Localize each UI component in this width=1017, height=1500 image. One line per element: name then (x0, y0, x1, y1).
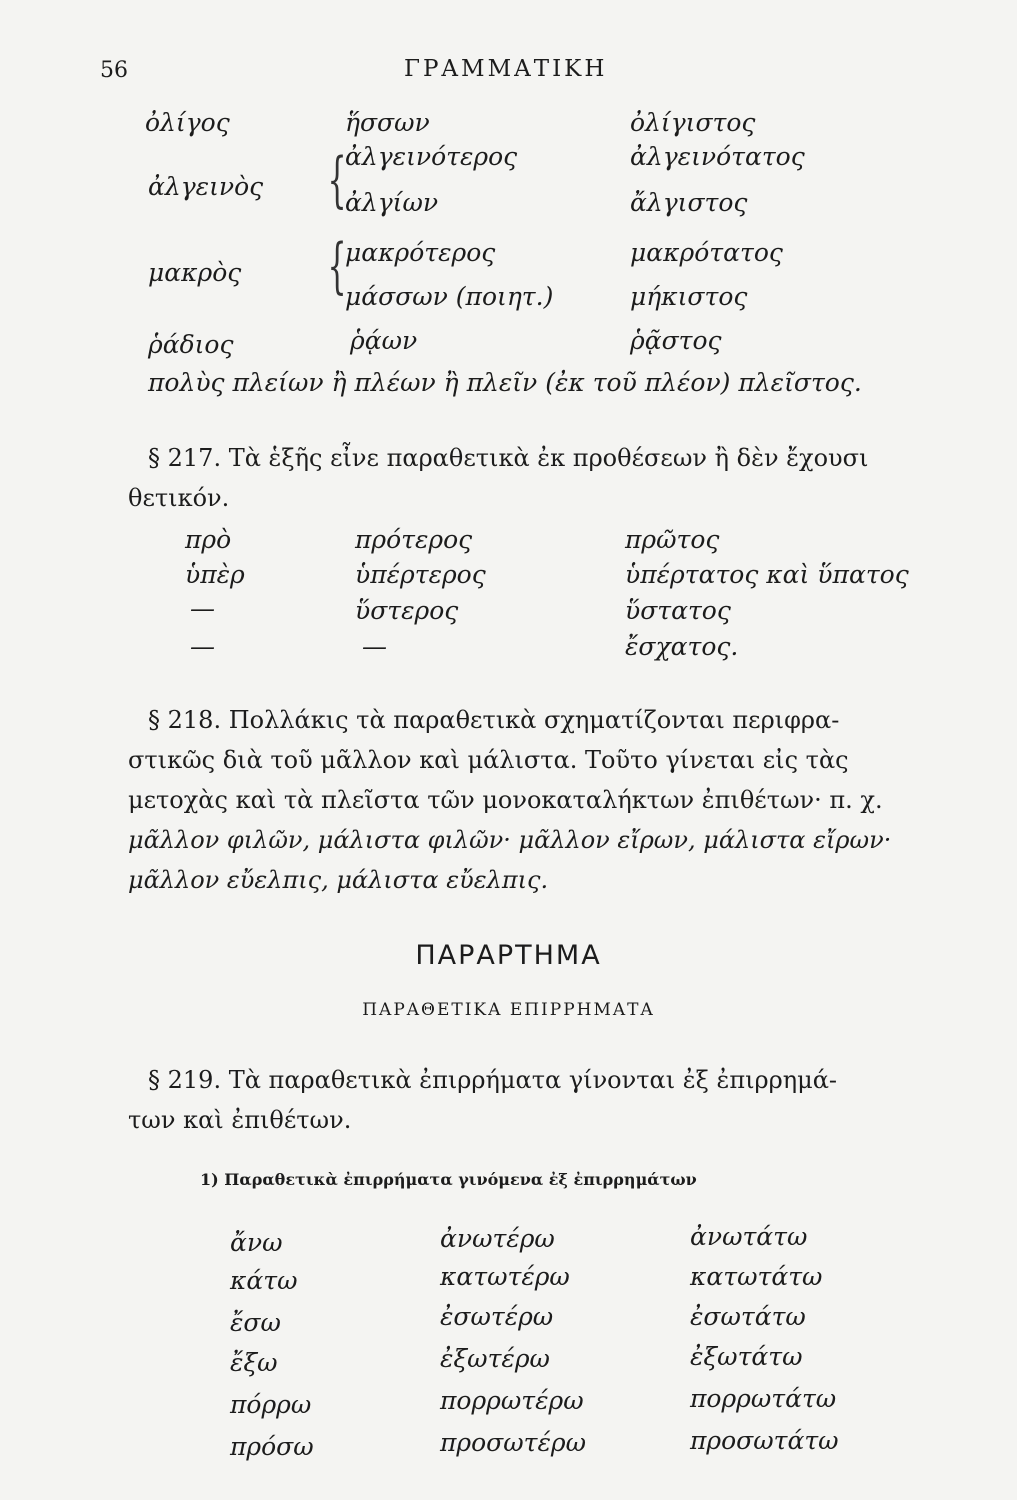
table2-row-4-superlative: ἔσχατος. (625, 632, 739, 661)
table1-row-2-positive: ἀλγεινὸς (148, 172, 264, 201)
table3-row-6-comparative: προσωτέρω (440, 1428, 586, 1457)
brace-bracket: { (327, 231, 347, 301)
table1-row-2-superlative: ἀλγεινότατος (630, 142, 805, 171)
table1-row-4-positive: μακρὸς (148, 258, 242, 287)
table3-row-1-comparative: ἀνωτέρω (440, 1224, 555, 1253)
table2-row-4-positive-dash: — (190, 632, 215, 661)
paragraph-218-line-2: στικῶς διὰ τοῦ μᾶλλον καὶ μάλιστα. Τοῦτο γίνεται εἰς τὰς (128, 746, 849, 774)
table3-row-6-positive: πρόσω (230, 1432, 314, 1461)
table3-row-2-superlative: κατωτάτω (690, 1262, 823, 1291)
table3-row-1-superlative: ἀνωτάτω (690, 1222, 808, 1251)
table1-row-3-comparative: ἀλγίων (345, 188, 439, 217)
table1-row-2-comparative: ἀλγεινότερος (345, 142, 518, 171)
table1-row-5-superlative: μήκιστος (630, 282, 748, 311)
table2-row-2-positive: ὑπὲρ (185, 560, 245, 589)
table3-row-2-comparative: κατωτέρω (440, 1262, 570, 1291)
table2-row-1-positive: πρὸ (185, 525, 232, 554)
table3-row-3-superlative: ἐσωτάτω (690, 1302, 806, 1331)
table2-row-2-superlative: ὑπέρτατος καὶ ὕπατος (625, 560, 909, 589)
paragraph-218-line-3: μετοχὰς καὶ τὰ πλεῖστα τῶν μονοκαταλήκτων ἐπιθέτων· π. χ. (128, 786, 883, 814)
table3-row-1-positive: ἄνω (230, 1228, 283, 1257)
page-number: 56 (100, 58, 128, 83)
table1-row-4-comparative: μακρότερος (345, 238, 496, 267)
table3-row-5-comparative: πορρωτέρω (440, 1386, 584, 1415)
table1-row-6-comparative: ῥᾴων (350, 326, 418, 355)
paragraph-219-line-1: § 219. Τὰ παραθετικὰ ἐπιρρήματα γίνονται ἐξ ἐπιρρημά- (148, 1066, 838, 1094)
paragraph-217-line-1: § 217. Τὰ ἑξῆς εἶνε παραθετικὰ ἐκ προθέσεων ἢ δὲν ἔχουσι (148, 444, 869, 472)
table1-row-1-positive: ὀλίγος (145, 108, 230, 137)
table3-row-4-positive: ἔξω (230, 1348, 278, 1377)
paragraph-217 (128, 438, 908, 518)
appendix-title: ΠΑΡΑΡΤΗΜΑ (415, 940, 602, 971)
table1-row-5-comparative: μάσσων (ποιητ.) (345, 282, 554, 311)
table2-row-3-superlative: ὕστατος (625, 596, 731, 625)
table3-row-6-superlative: προσωτάτω (690, 1426, 839, 1455)
table3-row-3-positive: ἔσω (230, 1308, 281, 1337)
table2-row-3-positive-dash: — (190, 594, 215, 623)
appendix-subtitle: ΠΑΡΑΘΕΤΙΚΑ ΕΠΙΡΡΗΜΑΤΑ (362, 1000, 655, 1020)
paragraph-218-line-5: μᾶλλον εὔελπις, μάλιστα εὔελπις. (128, 866, 549, 894)
paragraph-219-line-2: των καὶ ἐπιθέτων. (128, 1106, 352, 1134)
table2-row-1-comparative: πρότερος (355, 525, 473, 554)
paragraph-218 (128, 700, 908, 900)
paragraph-217-line-2: θετικόν. (128, 484, 230, 512)
table3-row-5-superlative: πορρωτάτω (690, 1384, 837, 1413)
table1-row-1-comparative: ἥσσων (345, 108, 430, 137)
table3-row-3-comparative: ἐσωτέρω (440, 1302, 554, 1331)
table1-row-3-superlative: ἄλγιστος (630, 188, 748, 217)
table1-last-line: πολὺς πλείων ἢ πλέων ἢ πλεῖν (ἐκ τοῦ πλέον) πλεῖστος. (148, 368, 862, 397)
table3-row-4-superlative: ἐξωτάτω (690, 1342, 803, 1371)
table3-row-5-positive: πόρρω (230, 1390, 312, 1419)
table3-row-4-comparative: ἐξωτέρω (440, 1344, 550, 1373)
table1-row-6-positive: ῥάδιος (148, 330, 234, 359)
paragraph-218-line-1: § 218. Πολλάκις τὰ παραθετικὰ σχηματίζονται περιφρα- (148, 706, 840, 734)
paragraph-218-line-4: μᾶλλον φιλῶν, μάλιστα φιλῶν· μᾶλλον εἴρων, μάλιστα εἴρων· (128, 826, 892, 854)
brace-bracket: { (327, 145, 347, 215)
table3-row-2-positive: κάτω (230, 1266, 298, 1295)
table2-row-3-comparative: ὕστερος (355, 596, 459, 625)
table1-row-6-superlative: ῥᾷστος (630, 326, 722, 355)
table2-row-4-comparative-dash: — (362, 632, 387, 661)
running-title: ΓΡΑΜΜΑΤΙΚΗ (404, 56, 608, 82)
table2-row-1-superlative: πρῶτος (625, 525, 720, 554)
table3-heading: 1) Παραθετικὰ ἐπιρρήματα γινόμενα ἐξ ἐπιρρημάτων (200, 1170, 697, 1189)
table2-row-2-comparative: ὑπέρτερος (355, 560, 486, 589)
paragraph-219 (128, 1060, 908, 1140)
table1-row-4-superlative: μακρότατος (630, 238, 783, 267)
table1-row-1-superlative: ὀλίγιστος (630, 108, 756, 137)
